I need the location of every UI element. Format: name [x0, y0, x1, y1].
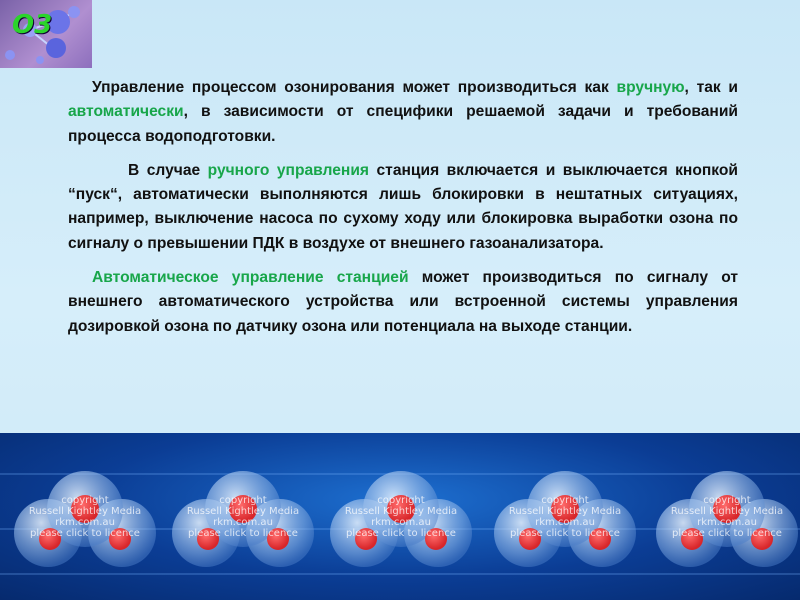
text-run: , в зависимости от специфики решаемой задачи и требований процесса водоподготовки.	[68, 103, 738, 145]
highlight-text: автоматически	[68, 103, 184, 121]
watermark-line: copyright	[61, 495, 109, 506]
watermark-line: copyright	[541, 495, 589, 506]
watermark-line: please click to licence	[672, 528, 782, 539]
ozone-logo	[0, 0, 92, 68]
watermark-line: please click to licence	[30, 528, 140, 539]
watermark-line: Russell Kightley Media	[28, 506, 142, 517]
watermark-line: rkm.com.au	[697, 517, 757, 528]
ozone-molecule-icon	[10, 461, 160, 591]
ozone-molecule-icon	[168, 461, 318, 591]
watermark-label	[490, 495, 640, 539]
paragraph-3	[68, 266, 738, 339]
watermark-line: rkm.com.au	[213, 517, 273, 528]
watermark-line: rkm.com.au	[371, 517, 431, 528]
watermark-line: Russell Kightley Media	[670, 506, 784, 517]
ozone-molecule-icon	[652, 461, 800, 591]
paragraph-1	[68, 76, 738, 149]
watermark-line: copyright	[377, 495, 425, 506]
text-run: , так и	[684, 79, 738, 96]
watermark-line: please click to licence	[510, 528, 620, 539]
watermark-line: please click to licence	[188, 528, 298, 539]
watermark-label	[10, 495, 160, 539]
highlight-text: Автоматическое управление станцией	[92, 269, 409, 287]
watermark-line: Russell Kightley Media	[344, 506, 458, 517]
highlight-text: ручного управления	[207, 161, 370, 179]
watermark-line: Russell Kightley Media	[508, 506, 622, 517]
logo-label: O3	[12, 10, 53, 40]
body-text	[68, 76, 738, 349]
ozone-banner	[0, 433, 800, 600]
ozone-molecule-icon	[326, 461, 476, 591]
text-run: может производиться по сигналу от внешнего автоматического устройства или встроенной системы управления дозировкой озона по датчику озона или потенциала на выходе станции.	[68, 269, 739, 335]
paragraph-2	[68, 159, 738, 256]
watermark-line: copyright	[703, 495, 751, 506]
watermark-line: please click to licence	[346, 528, 456, 539]
watermark-label	[652, 495, 800, 539]
watermark-line: rkm.com.au	[55, 517, 115, 528]
text-run: станция включается и выключается кнопкой “пуск“, автоматически выполняются лишь блокировки в нештатных ситуациях, например, выключение насоса по сухому ходу или блокировка выработки озона по сигналу о превышении ПДК в воздухе от внешнего газоанализатора.	[68, 161, 738, 252]
watermark-label	[326, 495, 476, 539]
text-run: В случае	[128, 161, 208, 179]
ozone-molecule-icon	[490, 461, 640, 591]
watermark-line: Russell Kightley Media	[186, 506, 300, 517]
watermark-line: copyright	[219, 495, 267, 506]
watermark-label	[168, 495, 318, 539]
watermark-line: rkm.com.au	[535, 517, 595, 528]
highlight-text: вручную	[616, 79, 685, 96]
text-run: Управление процессом озонирования может производиться как	[92, 79, 617, 96]
